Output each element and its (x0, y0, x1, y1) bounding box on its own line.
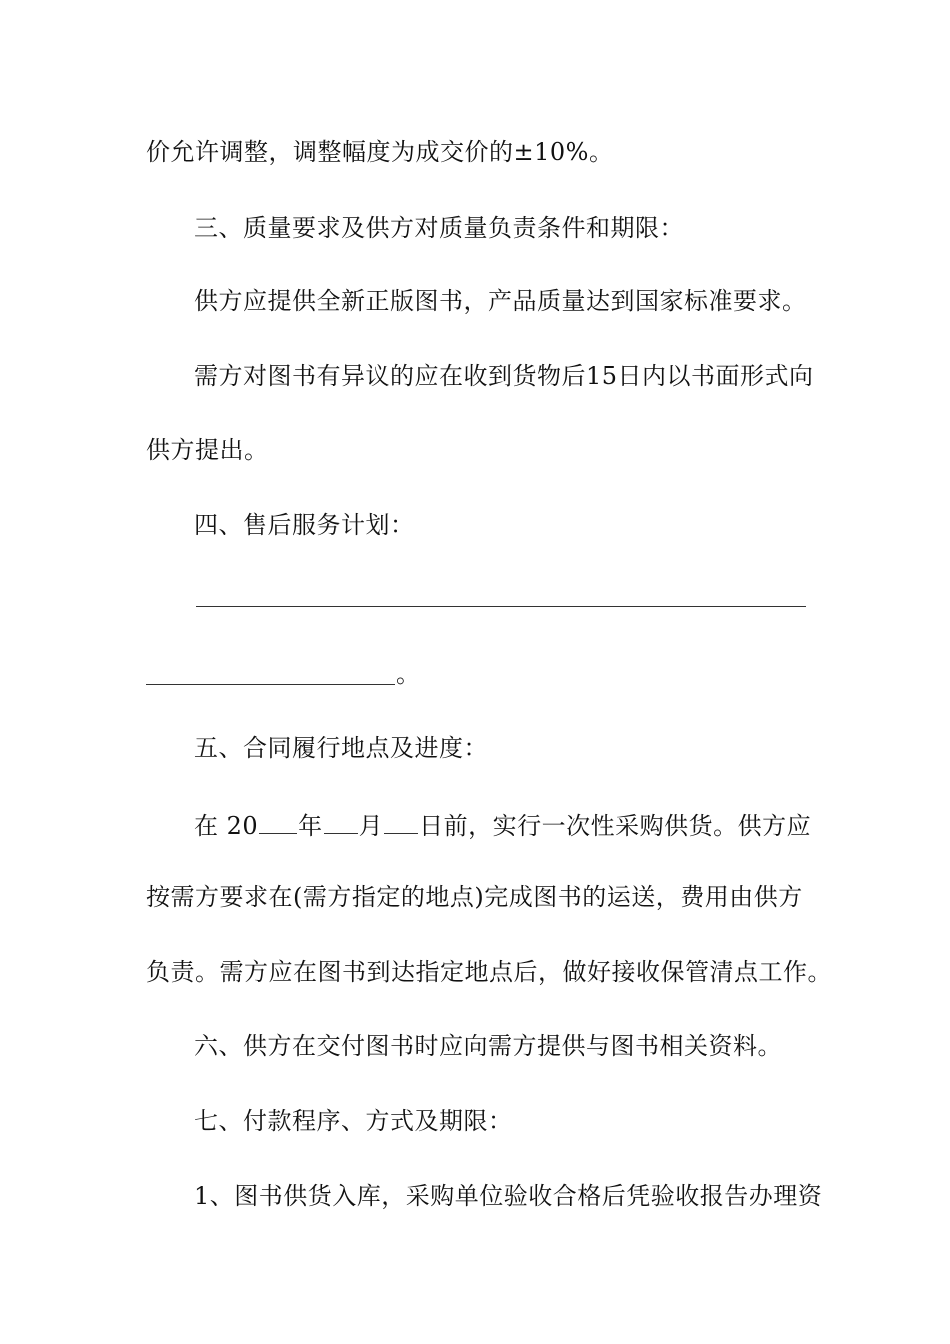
schedule-day-suffix: 日前，实行一次性采购供货。供方应 (419, 812, 812, 840)
section-heading-documents: 六、供方在交付图书时应向需方提供与图书相关资料。 (194, 1032, 782, 1060)
schedule-prefix: 在 20 (194, 812, 259, 840)
period-mark: 。 (396, 660, 421, 688)
section-heading-quality: 三、质量要求及供方对质量负责条件和期限： (194, 214, 684, 242)
paragraph-line: 1、图书供货入库，采购单位验收合格后凭验收报告办理资 (194, 1182, 823, 1210)
paragraph-line: 供方提出。 (146, 436, 269, 464)
paragraph-line: 负责。需方应在图书到达指定地点后，做好接收保管清点工作。 (146, 958, 832, 986)
schedule-month-label: 月 (358, 812, 384, 840)
paragraph-line: 供方应提供全新正版图书，产品质量达到国家标准要求。 (194, 287, 807, 315)
month-blank (324, 803, 358, 834)
section-heading-after-sales: 四、售后服务计划： (194, 511, 415, 539)
paragraph-line: 按需方要求在(需方指定的地点)完成图书的运送，费用由供方 (146, 883, 803, 911)
day-blank (384, 803, 418, 834)
schedule-year-label: 年 (298, 812, 323, 840)
paragraph-line: 需方对图书有异议的应在收到货物后15日内以书面形式向 (194, 362, 814, 390)
paragraph-line: 价允许调整，调整幅度为成交价的±10%。 (146, 138, 614, 166)
year-blank (259, 803, 297, 834)
fill-in-blank-line (146, 684, 395, 685)
section-heading-performance: 五、合同履行地点及进度： (194, 734, 488, 762)
section-heading-payment: 七、付款程序、方式及期限： (194, 1107, 513, 1135)
fill-in-blank-line (196, 606, 806, 607)
schedule-line (194, 803, 859, 843)
